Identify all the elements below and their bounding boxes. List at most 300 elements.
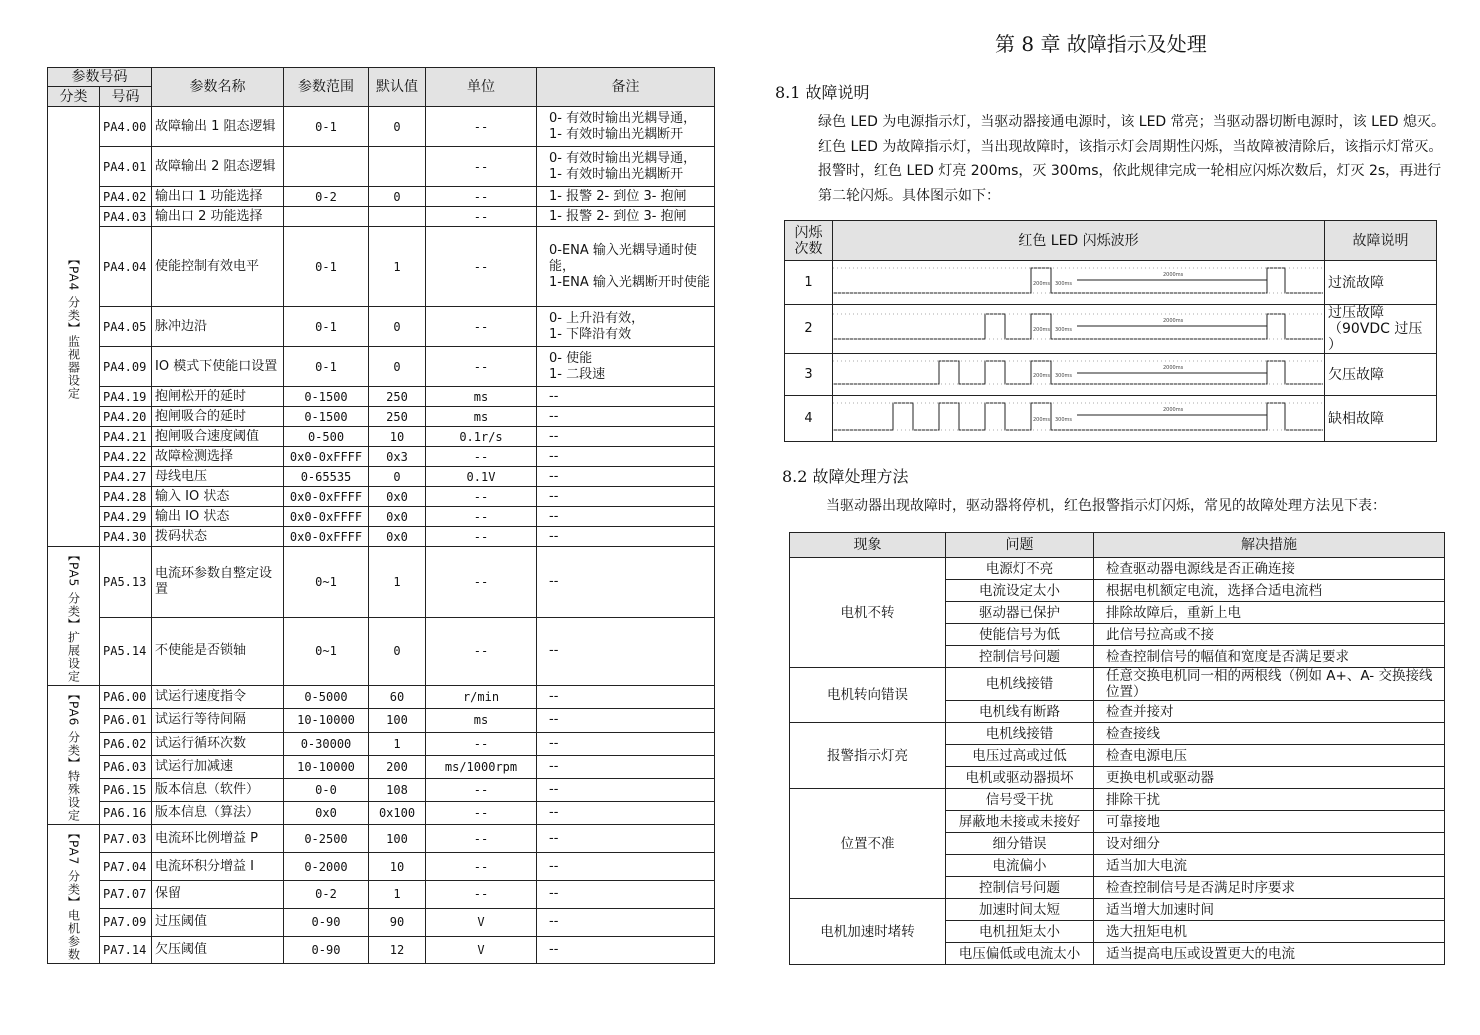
param-code: PA4.05	[100, 307, 152, 347]
param-unit: --	[426, 227, 537, 307]
param-default: 0	[369, 107, 426, 147]
param-default: 200	[369, 755, 426, 778]
param-unit: --	[426, 778, 537, 801]
param-name: 抱闸吸合的延时	[152, 407, 284, 427]
param-code: PA4.28	[100, 487, 152, 507]
param-row	[48, 880, 715, 908]
fault-phenomenon: 位置不准	[790, 789, 946, 899]
fault-fix: 根据电机额定电流，选择合适电流档	[1094, 580, 1445, 602]
section-8-2-title: 8.2 故障处理方法	[782, 467, 909, 486]
param-name: 使能控制有效电平	[152, 227, 284, 307]
param-default: 0x0	[369, 507, 426, 527]
param-name: 电流环积分增益 I	[152, 853, 284, 881]
label-off-time: 300ms	[1055, 327, 1073, 333]
param-default: 100	[369, 709, 426, 732]
param-row	[48, 307, 715, 347]
param-row	[48, 227, 715, 307]
param-row	[48, 107, 715, 147]
param-range: 0~1	[284, 617, 369, 685]
param-default: 1	[369, 227, 426, 307]
param-range: 0-2	[284, 880, 369, 908]
param-code: PA4.01	[100, 147, 152, 187]
fault-fix: 排除故障后，重新上电	[1094, 602, 1445, 624]
param-note: --	[537, 755, 715, 778]
param-default: 1	[369, 732, 426, 755]
param-name: 试运行速度指令	[152, 686, 284, 709]
param-range: 0-5000	[284, 686, 369, 709]
param-name: 输出口 1 功能选择	[152, 187, 284, 207]
param-unit: --	[426, 307, 537, 347]
blink-header-desc: 故障说明	[1325, 221, 1437, 261]
param-range: 0-1500	[284, 387, 369, 407]
param-note: 0-ENA 输入光耦导通时使能， 1-ENA 输入光耦断开时使能	[537, 227, 715, 307]
param-range: 0-90	[284, 908, 369, 936]
param-note: --	[537, 709, 715, 732]
param-default: 60	[369, 686, 426, 709]
chapter-title: 第 8 章 故障指示及处理	[995, 32, 1207, 56]
param-code: PA7.03	[100, 825, 152, 853]
param-unit: --	[426, 447, 537, 467]
param-name: 脉冲边沿	[152, 307, 284, 347]
param-note: 1- 报警 2- 到位 3- 抱闸	[537, 207, 715, 227]
fault-issue: 控制信号问题	[946, 646, 1094, 668]
param-code: PA4.21	[100, 427, 152, 447]
param-default: 10	[369, 427, 426, 447]
blink-waveform	[833, 308, 1323, 350]
param-row	[48, 147, 715, 187]
param-row	[48, 347, 715, 387]
label-off-time: 300ms	[1055, 372, 1073, 379]
fault-fix: 检查控制信号是否满足时序要求	[1094, 877, 1445, 899]
param-note: 0- 有效时输出光耦导通， 1- 有效时输出光耦断开	[537, 107, 715, 147]
param-range: 0-500	[284, 427, 369, 447]
param-range: 0x0-0xFFFF	[284, 507, 369, 527]
param-range: 0-1500	[284, 407, 369, 427]
fault-row	[790, 899, 1445, 921]
fault-issue: 电机扭矩太小	[946, 921, 1094, 943]
fault-fix: 更换电机或驱动器	[1094, 767, 1445, 789]
label-off-time: 300ms	[1055, 416, 1073, 423]
fault-fix: 此信号拉高或不接	[1094, 624, 1445, 646]
param-group-label: 【PA6 分类】特殊设定	[48, 686, 100, 825]
fault-issue: 使能信号为低	[946, 624, 1094, 646]
fault-issue: 电压偏低或电流太小	[946, 943, 1094, 965]
blink-desc: 过流故障	[1325, 261, 1437, 305]
param-default: 1	[369, 547, 426, 618]
fault-issue: 电机线接错	[946, 723, 1094, 745]
param-range: 0-30000	[284, 732, 369, 755]
fault-issue: 信号受干扰	[946, 789, 1094, 811]
param-unit: --	[426, 347, 537, 387]
param-range: 0x0-0xFFFF	[284, 487, 369, 507]
param-unit: r/min	[426, 686, 537, 709]
param-unit: --	[426, 617, 537, 685]
param-unit: --	[426, 487, 537, 507]
param-row	[48, 709, 715, 732]
param-default: 0x0	[369, 487, 426, 507]
blink-waveform	[833, 397, 1323, 441]
param-code: PA4.02	[100, 187, 152, 207]
section-8-1-title: 8.1 故障说明	[775, 83, 870, 102]
param-range: 0-1	[284, 227, 369, 307]
param-unit: --	[426, 107, 537, 147]
param-default: 0	[369, 307, 426, 347]
param-name: 故障检测选择	[152, 447, 284, 467]
param-default: 0x100	[369, 802, 426, 825]
param-note: --	[537, 487, 715, 507]
param-code: PA6.02	[100, 732, 152, 755]
blink-table	[784, 220, 1437, 442]
fault-row	[790, 668, 1445, 701]
param-range: 0-90	[284, 936, 369, 964]
param-note: --	[537, 908, 715, 936]
param-unit: --	[426, 880, 537, 908]
fault-fix: 选大扭矩电机	[1094, 921, 1445, 943]
param-code: PA4.29	[100, 507, 152, 527]
param-row	[48, 853, 715, 881]
fault-issue: 电流偏小	[946, 855, 1094, 877]
param-row	[48, 825, 715, 853]
param-unit: ms/1000rpm	[426, 755, 537, 778]
param-note: --	[537, 447, 715, 467]
fault-row	[790, 558, 1445, 580]
param-code: PA5.14	[100, 617, 152, 685]
param-default: 108	[369, 778, 426, 801]
param-name: 不使能是否锁轴	[152, 617, 284, 685]
blink-waveform	[833, 262, 1323, 304]
param-range: 0-2	[284, 187, 369, 207]
fault-issue: 控制信号问题	[946, 877, 1094, 899]
param-unit: --	[426, 527, 537, 547]
param-unit: --	[426, 187, 537, 207]
param-row	[48, 908, 715, 936]
param-code: PA6.16	[100, 802, 152, 825]
header-range: 参数范围	[284, 68, 369, 107]
param-note: --	[537, 778, 715, 801]
param-unit: --	[426, 147, 537, 187]
param-row	[48, 527, 715, 547]
fault-issue: 电机或驱动器损坏	[946, 767, 1094, 789]
param-row	[48, 686, 715, 709]
param-range: 10-10000	[284, 755, 369, 778]
param-row	[48, 617, 715, 685]
blink-wave-cell	[833, 354, 1325, 396]
param-range	[284, 207, 369, 227]
param-name: IO 模式下使能口设置	[152, 347, 284, 387]
param-range: 0-2000	[284, 853, 369, 881]
param-range: 10-10000	[284, 709, 369, 732]
param-default: 0x0	[369, 527, 426, 547]
blink-count: 1	[785, 261, 833, 305]
param-range: 0-2500	[284, 825, 369, 853]
param-row	[48, 778, 715, 801]
fault-fix: 排除干扰	[1094, 789, 1445, 811]
param-note: --	[537, 686, 715, 709]
param-row	[48, 755, 715, 778]
blink-row	[785, 396, 1437, 442]
fault-phenomenon: 报警指示灯亮	[790, 723, 946, 789]
fault-phenomenon: 电机加速时堵转	[790, 899, 946, 965]
param-note: --	[537, 825, 715, 853]
blink-desc: 欠压故障	[1325, 354, 1437, 396]
param-name: 电流环参数自整定设置	[152, 547, 284, 618]
blink-count: 4	[785, 396, 833, 442]
param-note: --	[537, 547, 715, 618]
label-off-time: 300ms	[1055, 280, 1073, 287]
param-default: 12	[369, 936, 426, 964]
param-code: PA4.30	[100, 527, 152, 547]
param-code: PA4.03	[100, 207, 152, 227]
label-gap-time: 2000ms	[1163, 318, 1184, 324]
blink-wave-cell	[833, 396, 1325, 442]
param-row	[48, 447, 715, 467]
param-code: PA4.04	[100, 227, 152, 307]
label-gap-time: 2000ms	[1163, 406, 1184, 413]
param-note: --	[537, 407, 715, 427]
param-row	[48, 547, 715, 618]
fault-issue: 电机线接错	[946, 668, 1094, 701]
header-code: 号码	[100, 87, 152, 107]
blink-desc: 缺相故障	[1325, 396, 1437, 442]
param-row	[48, 407, 715, 427]
param-row	[48, 732, 715, 755]
param-unit: --	[426, 207, 537, 227]
fault-issue: 电机线有断路	[946, 701, 1094, 723]
param-unit: ms	[426, 709, 537, 732]
param-range: 0x0	[284, 802, 369, 825]
blink-row	[785, 305, 1437, 354]
param-name: 拨码状态	[152, 527, 284, 547]
param-note: 0- 使能 1- 二段速	[537, 347, 715, 387]
param-unit: --	[426, 802, 537, 825]
blink-header-wave: 红色 LED 闪烁波形	[833, 221, 1325, 261]
param-row	[48, 427, 715, 447]
param-default: 1	[369, 880, 426, 908]
param-code: PA7.09	[100, 908, 152, 936]
param-code: PA4.00	[100, 107, 152, 147]
param-note: 0- 有效时输出光耦导通， 1- 有效时输出光耦断开	[537, 147, 715, 187]
param-name: 抱闸吸合速度阈值	[152, 427, 284, 447]
label-gap-time: 2000ms	[1163, 271, 1184, 278]
param-code: PA4.27	[100, 467, 152, 487]
fault-issue: 电压过高或过低	[946, 745, 1094, 767]
param-code: PA7.14	[100, 936, 152, 964]
param-row	[48, 467, 715, 487]
param-unit: --	[426, 825, 537, 853]
fault-table-body	[790, 558, 1445, 965]
fault-fix: 检查控制信号的幅值和宽度是否满足要求	[1094, 646, 1445, 668]
param-range	[284, 147, 369, 187]
param-note: --	[537, 936, 715, 964]
param-name: 试运行循环次数	[152, 732, 284, 755]
param-default: 0	[369, 617, 426, 685]
param-row	[48, 507, 715, 527]
header-code-group: 参数号码	[48, 68, 152, 87]
param-code: PA6.15	[100, 778, 152, 801]
param-name: 过压阈值	[152, 908, 284, 936]
fault-fix: 适当加大电流	[1094, 855, 1445, 877]
param-note: --	[537, 467, 715, 487]
param-note: --	[537, 427, 715, 447]
param-group-label: 【PA4 分类】监视器设定	[48, 107, 100, 547]
param-default	[369, 147, 426, 187]
param-name: 输出 IO 状态	[152, 507, 284, 527]
param-unit: V	[426, 936, 537, 964]
param-code: PA4.20	[100, 407, 152, 427]
param-note: --	[537, 387, 715, 407]
fault-fix: 可靠接地	[1094, 811, 1445, 833]
param-unit: --	[426, 853, 537, 881]
blink-wave-cell	[833, 305, 1325, 354]
param-unit: --	[426, 547, 537, 618]
blink-row	[785, 354, 1437, 396]
blink-row	[785, 261, 1437, 305]
param-row	[48, 802, 715, 825]
param-name: 抱闸松开的延时	[152, 387, 284, 407]
param-default: 90	[369, 908, 426, 936]
param-default: 0	[369, 347, 426, 387]
param-default	[369, 207, 426, 227]
param-name: 输入 IO 状态	[152, 487, 284, 507]
param-note: --	[537, 802, 715, 825]
parameter-table-body	[48, 107, 715, 964]
fault-issue: 加速时间太短	[946, 899, 1094, 921]
param-range: 0~1	[284, 547, 369, 618]
fault-fix: 检查接线	[1094, 723, 1445, 745]
fault-header-phenomenon: 现象	[790, 533, 946, 558]
param-code: PA4.19	[100, 387, 152, 407]
fault-issue: 细分错误	[946, 833, 1094, 855]
param-note: 1- 报警 2- 到位 3- 抱闸	[537, 187, 715, 207]
fault-phenomenon: 电机不转	[790, 558, 946, 668]
label-gap-time: 2000ms	[1163, 364, 1184, 371]
blink-desc: 过压故障 （90VDC 过压 ）	[1325, 305, 1437, 354]
param-name: 输出口 2 功能选择	[152, 207, 284, 227]
param-name: 欠压阈值	[152, 936, 284, 964]
param-unit: --	[426, 507, 537, 527]
param-name: 母线电压	[152, 467, 284, 487]
waveform-trace	[833, 403, 1323, 430]
param-row	[48, 387, 715, 407]
param-code: PA6.03	[100, 755, 152, 778]
fault-issue: 驱动器已保护	[946, 602, 1094, 624]
param-name: 电流环比例增益 P	[152, 825, 284, 853]
param-range: 0-1	[284, 347, 369, 387]
fault-fix: 检查电源电压	[1094, 745, 1445, 767]
parameter-table	[47, 67, 715, 964]
param-default: 0x3	[369, 447, 426, 467]
param-unit: 0.1V	[426, 467, 537, 487]
header-unit: 单位	[426, 68, 537, 107]
param-default: 0	[369, 467, 426, 487]
param-note: --	[537, 527, 715, 547]
fault-row	[790, 789, 1445, 811]
param-name: 版本信息（软件）	[152, 778, 284, 801]
param-name: 试运行等待间隔	[152, 709, 284, 732]
param-unit: --	[426, 732, 537, 755]
param-name: 试运行加减速	[152, 755, 284, 778]
param-range: 0-1	[284, 307, 369, 347]
param-code: PA7.04	[100, 853, 152, 881]
param-note: 0- 上升沿有效， 1- 下降沿有效	[537, 307, 715, 347]
param-note: --	[537, 732, 715, 755]
param-note: --	[537, 880, 715, 908]
param-row	[48, 936, 715, 964]
label-on-time: 200ms	[1033, 280, 1051, 287]
param-row	[48, 207, 715, 227]
fault-table	[789, 532, 1445, 965]
blink-table-body	[785, 261, 1437, 442]
param-default: 250	[369, 407, 426, 427]
param-note: --	[537, 507, 715, 527]
param-group-label: 【PA7 分类】电机参数	[48, 825, 100, 964]
section-8-1-paragraph: 绿色 LED 为电源指示灯，当驱动器接通电源时，该 LED 常亮；当驱动器切断电源时，该 LED 熄灭。红色 LED 为故障指示灯，当出现故障时，该指示灯会周期性闪烁，当故障被清除后，该指示灯常灭。报警时，红色 LED 灯亮 200ms，灭 300ms，依此规律完成一轮相应闪烁次数后，灯灭 2s，再进行第二轮闪烁。具体图示如下：	[818, 114, 1445, 204]
fault-phenomenon: 电机转向错误	[790, 668, 946, 723]
param-group-label: 【PA5 分类】扩展设定	[48, 547, 100, 686]
blink-waveform	[833, 355, 1323, 395]
param-unit: 0.1r/s	[426, 427, 537, 447]
fault-row	[790, 723, 1445, 745]
fault-issue: 电源灯不亮	[946, 558, 1094, 580]
blink-wave-cell	[833, 261, 1325, 305]
fault-fix: 检查并接对	[1094, 701, 1445, 723]
param-note: --	[537, 617, 715, 685]
param-name: 故障输出 1 阻态逻辑	[152, 107, 284, 147]
param-range: 0x0-0xFFFF	[284, 447, 369, 467]
header-category: 分类	[48, 87, 100, 107]
header-default: 默认值	[369, 68, 426, 107]
param-code: PA6.01	[100, 709, 152, 732]
param-name: 故障输出 2 阻态逻辑	[152, 147, 284, 187]
blink-count: 2	[785, 305, 833, 354]
param-code: PA4.09	[100, 347, 152, 387]
fault-fix: 设对细分	[1094, 833, 1445, 855]
fault-issue: 屏蔽地未接或未接好	[946, 811, 1094, 833]
param-default: 100	[369, 825, 426, 853]
fault-fix: 适当增大加速时间	[1094, 899, 1445, 921]
param-range: 0-65535	[284, 467, 369, 487]
label-on-time: 200ms	[1033, 327, 1051, 333]
label-on-time: 200ms	[1033, 416, 1051, 423]
blink-header-count: 闪烁次数	[785, 221, 833, 261]
param-range: 0x0-0xFFFF	[284, 527, 369, 547]
param-unit: ms	[426, 407, 537, 427]
fault-fix: 检查驱动器电源线是否正确连接	[1094, 558, 1445, 580]
param-default: 0	[369, 187, 426, 207]
param-default: 10	[369, 853, 426, 881]
fault-fix: 任意交换电机同一相的两根线（例如 A+、A- 交换接线位置）	[1094, 668, 1445, 701]
fault-fix: 适当提高电压或设置更大的电流	[1094, 943, 1445, 965]
fault-header-fix: 解决措施	[1094, 533, 1445, 558]
param-row	[48, 487, 715, 507]
param-unit: V	[426, 908, 537, 936]
fault-issue: 电流设定太小	[946, 580, 1094, 602]
param-code: PA6.00	[100, 686, 152, 709]
section-8-2-paragraph: 当驱动器出现故障时，驱动器将停机，红色报警指示灯闪烁，常见的故障处理方法见下表：	[826, 498, 1386, 514]
param-row	[48, 187, 715, 207]
header-name: 参数名称	[152, 68, 284, 107]
label-on-time: 200ms	[1033, 372, 1051, 379]
fault-header-issue: 问题	[946, 533, 1094, 558]
param-name: 保留	[152, 880, 284, 908]
param-name: 版本信息（算法）	[152, 802, 284, 825]
param-default: 250	[369, 387, 426, 407]
param-unit: ms	[426, 387, 537, 407]
blink-count: 3	[785, 354, 833, 396]
param-code: PA5.13	[100, 547, 152, 618]
param-range: 0-1	[284, 107, 369, 147]
param-code: PA7.07	[100, 880, 152, 908]
